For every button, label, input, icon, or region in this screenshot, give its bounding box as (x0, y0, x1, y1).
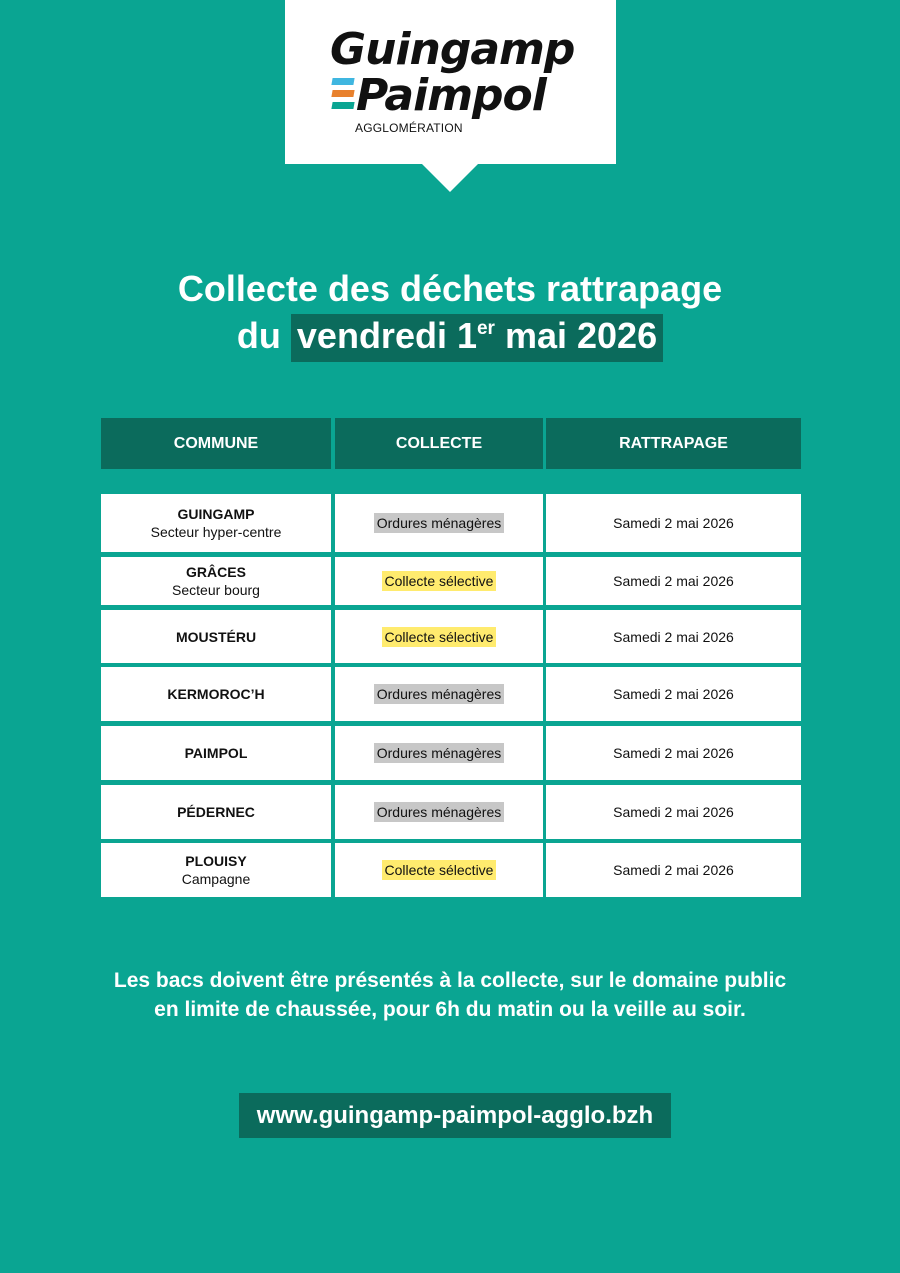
commune-name: GRÂCES (186, 564, 246, 580)
ordures-menageres-badge: Ordures ménagères (374, 513, 505, 533)
commune-sector: Secteur bourg (172, 582, 260, 598)
rattrapage-cell (546, 843, 801, 897)
page-title-line1: Collecte des déchets rattrapage (177, 268, 723, 309)
collecte-cell (335, 667, 543, 721)
commune-name: PÉDERNEC (177, 804, 255, 820)
collecte-cell (335, 494, 543, 552)
collecte-selective-badge: Collecte sélective (382, 860, 497, 880)
footer-note-line1: Les bacs doivent être présentés à la collecte, sur le domaine public (113, 969, 787, 992)
collecte-selective-badge: Collecte sélective (382, 571, 497, 591)
collecte-cell (335, 785, 543, 839)
commune-cell (101, 843, 331, 897)
commune-sector: Secteur hyper-centre (150, 524, 282, 540)
rattrapage-cell (546, 667, 801, 721)
rattrapage-date: Samedi 2 mai 2026 (613, 628, 734, 645)
rattrapage-date: Samedi 2 mai 2026 (613, 686, 734, 702)
rattrapage-cell (546, 494, 801, 552)
commune-sector: Campagne (181, 871, 251, 887)
collecte-cell (335, 843, 543, 897)
rattrapage-date: Samedi 2 mai 2026 (613, 745, 734, 761)
rattrapage-date: Samedi 2 mai 2026 (613, 862, 734, 878)
ordures-menageres-badge: Ordures ménagères (374, 802, 505, 822)
header-rattrapage: RATTRAPAGE (546, 418, 801, 469)
ordures-menageres-badge: Ordures ménagères (374, 684, 505, 704)
footer-note-line2: en limite de chaussée, pour 6h du matin ou la veille au soir. (154, 998, 746, 1021)
collecte-cell (335, 610, 543, 663)
rattrapage-date: Samedi 2 mai 2026 (613, 515, 734, 531)
rattrapage-date: Samedi 2 mai 2026 (613, 804, 734, 820)
website-link[interactable]: www.guingamp-paimpol-agglo.bzh (239, 1093, 671, 1138)
rattrapage-cell (546, 785, 801, 839)
title-date-main: vendredi 1 (296, 315, 477, 356)
header-collecte: COLLECTE (335, 418, 543, 469)
logo-paimpol: Paimpol (356, 70, 546, 121)
title-date-highlight (291, 314, 663, 362)
commune-cell (101, 726, 331, 780)
header-commune: COMMUNE (101, 418, 331, 469)
collecte-cell (335, 557, 543, 605)
title-date-sup: er (476, 318, 495, 339)
commune-name: MOUSTÉRU (175, 628, 257, 645)
commune-name: KERMOROC’H (167, 686, 265, 702)
commune-cell (101, 667, 331, 721)
commune-name: PLOUISY (185, 853, 247, 869)
ordures-menageres-badge: Ordures ménagères (374, 743, 505, 763)
logo-pointer (421, 163, 479, 192)
rattrapage-cell (546, 726, 801, 780)
collecte-cell (335, 726, 543, 780)
logo-subtitle: AGGLOMÉRATION (355, 121, 463, 135)
title-date-end: mai 2026 (504, 315, 658, 356)
logo-guingamp: Guingamp (330, 24, 575, 75)
collecte-selective-badge: Collecte sélective (382, 627, 497, 647)
rattrapage-cell (546, 557, 801, 605)
commune-cell (101, 557, 331, 605)
commune-cell (101, 494, 331, 552)
rattrapage-cell (546, 610, 801, 663)
commune-cell (101, 610, 331, 663)
commune-cell (101, 785, 331, 839)
commune-name: GUINGAMP (177, 506, 255, 522)
title-prefix: du (236, 315, 281, 356)
commune-name: PAIMPOL (184, 745, 248, 761)
page-title-line2 (0, 314, 900, 362)
rattrapage-date: Samedi 2 mai 2026 (613, 573, 734, 589)
logo-stripes-icon (332, 78, 354, 114)
